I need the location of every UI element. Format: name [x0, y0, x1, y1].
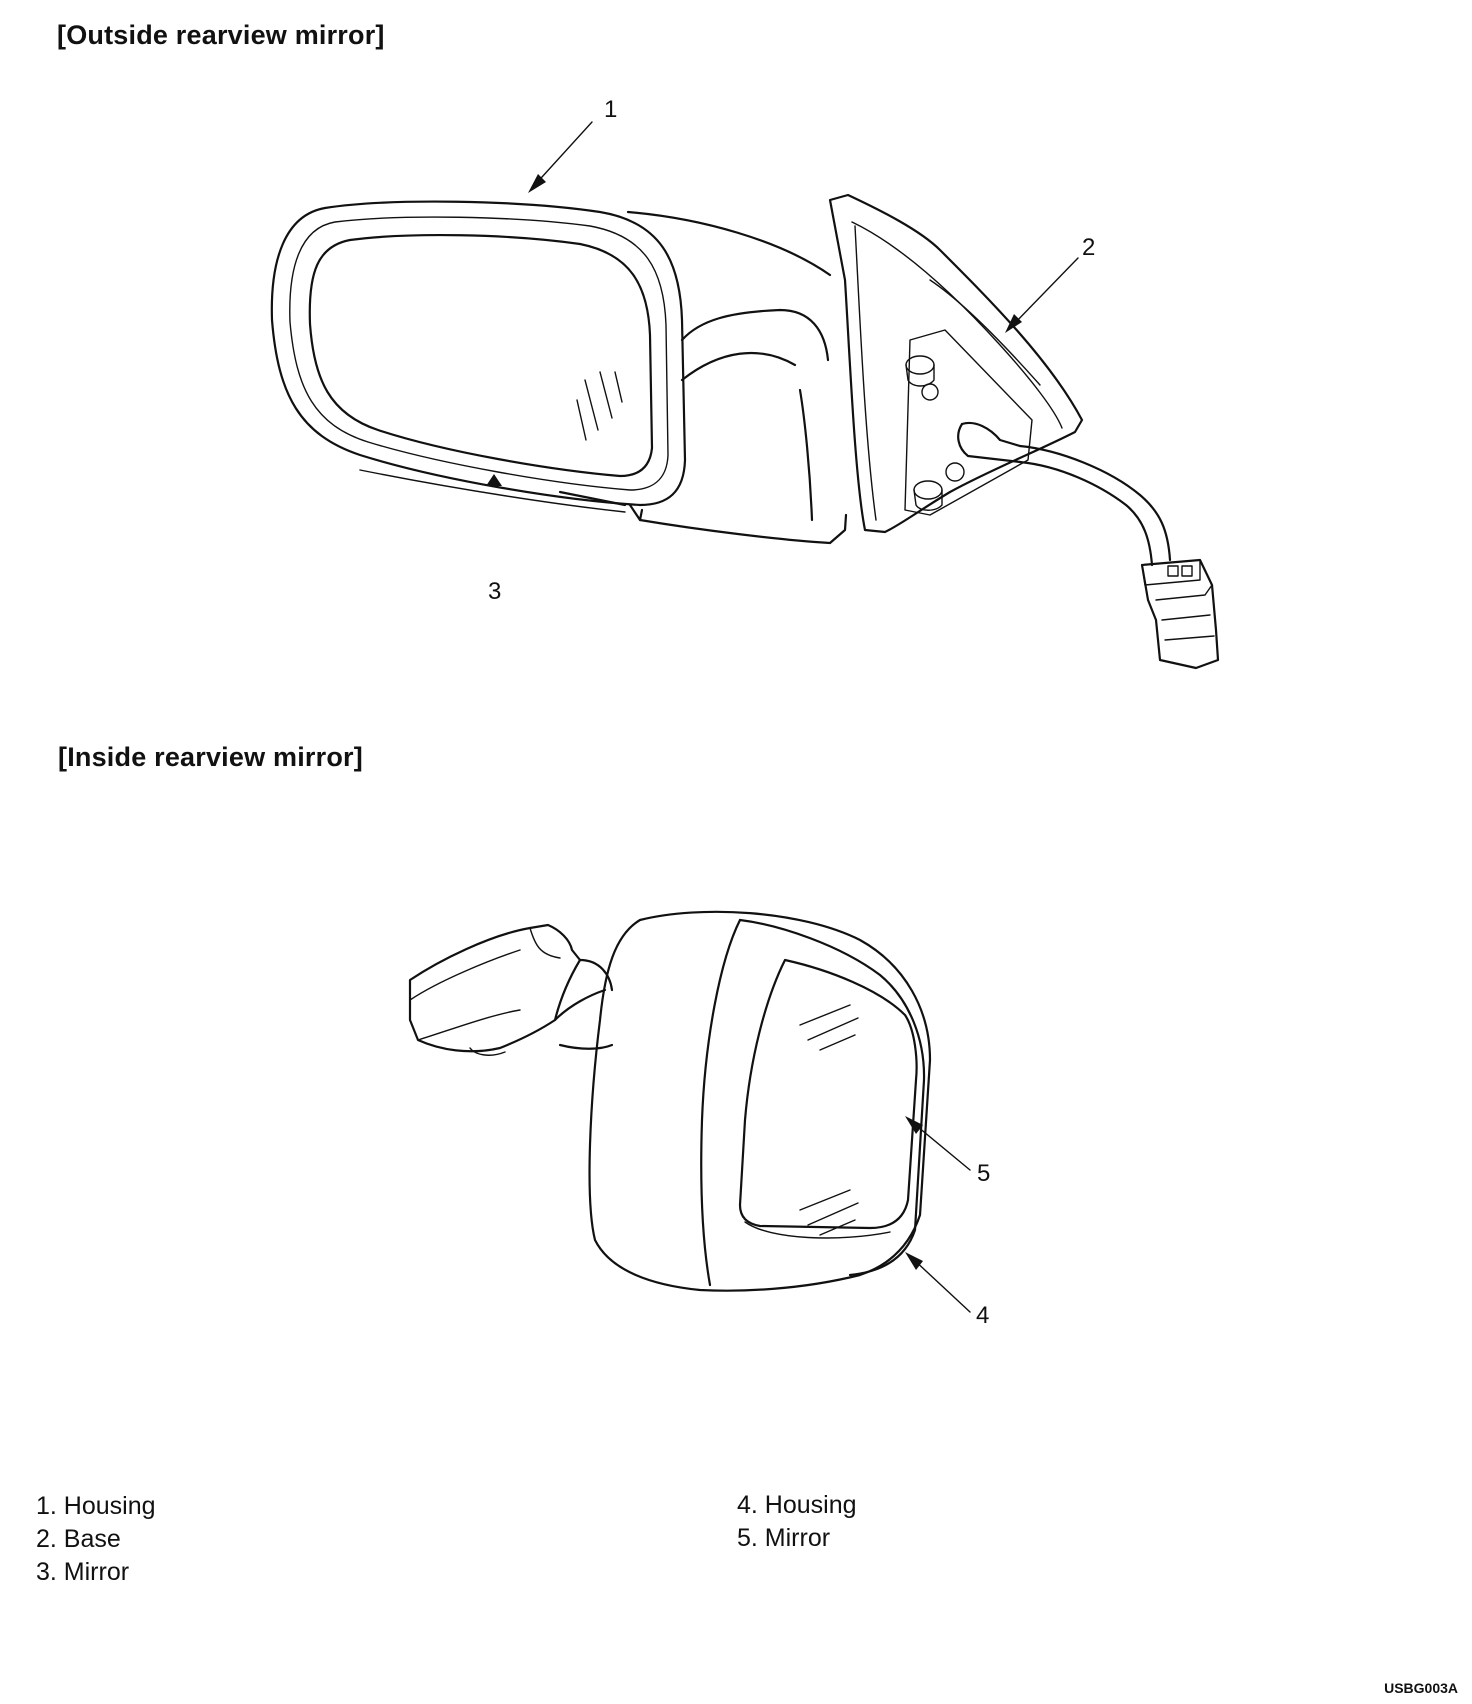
callout-number-2: 2 [1082, 234, 1096, 261]
legend-item: 2. Base [36, 1525, 121, 1553]
legend-item: 3. Mirror [36, 1558, 130, 1586]
parts-legend-inside [737, 1489, 857, 1555]
legend-item: 5. Mirror [737, 1524, 831, 1552]
figure-code: USBG003A [1384, 1680, 1458, 1696]
callout-number-3: 3 [488, 578, 502, 605]
callout-number-1: 1 [604, 96, 618, 123]
outside-mirror-title: [Outside rearview mirror] [57, 20, 385, 50]
callout-number-4: 4 [976, 1302, 990, 1329]
legend-item: 1. Housing [36, 1492, 156, 1520]
inside-mirror-drawing [410, 912, 970, 1312]
callout-number-5: 5 [977, 1160, 991, 1187]
legend-item: 4. Housing [737, 1491, 857, 1519]
inside-mirror-title: [Inside rearview mirror] [58, 742, 363, 772]
parts-legend-outside [36, 1490, 156, 1589]
outside-mirror-drawing [272, 122, 1218, 668]
